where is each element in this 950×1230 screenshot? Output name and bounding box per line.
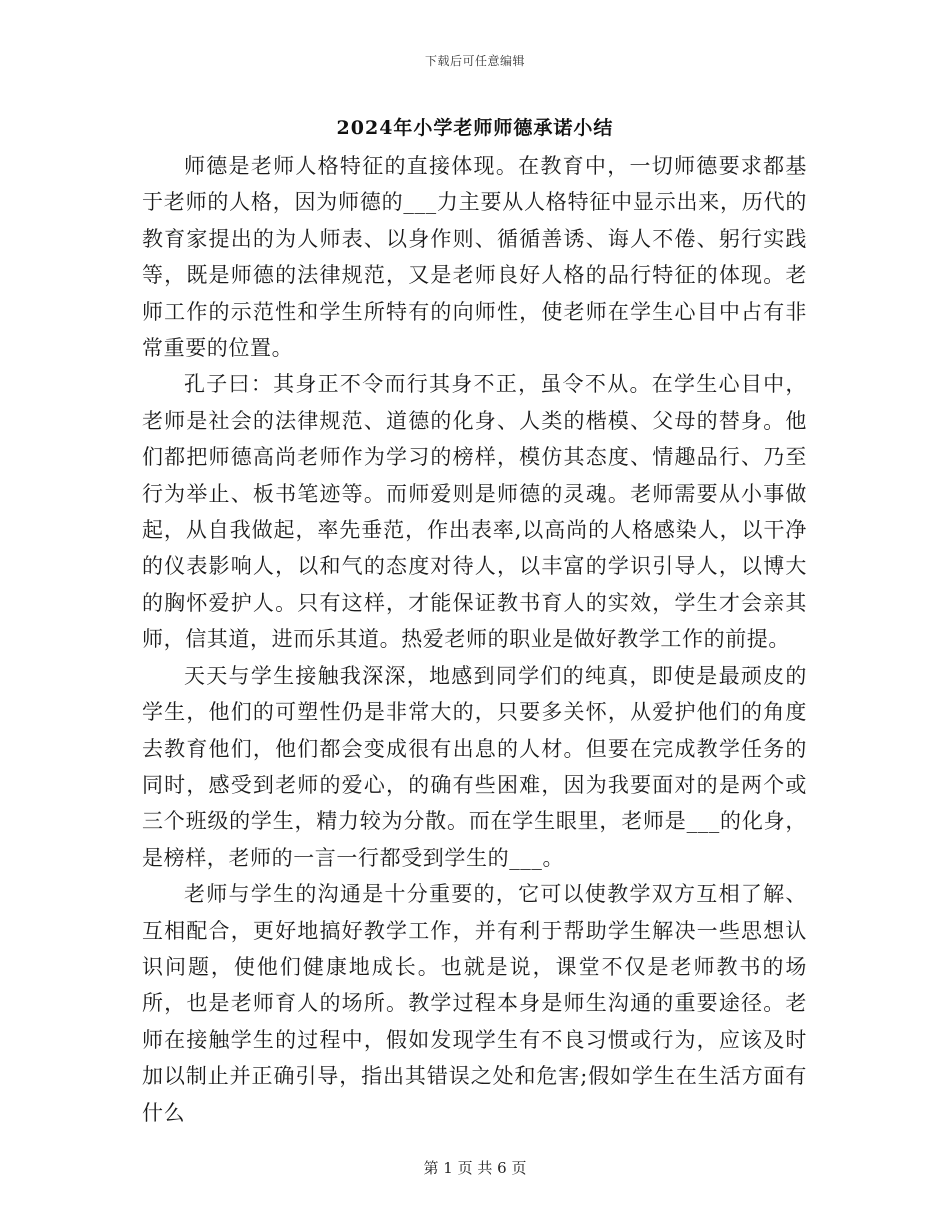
header-note: 下载后可任意编辑 (424, 54, 525, 68)
page-number: 第 1 页 共 6 页 (423, 1159, 527, 1177)
document-title: 2024年小学老师师德承诺小结 (336, 117, 614, 139)
paragraph-1: 师德是老师人格特征的直接体现。在教育中，一切师德要求都基于老师的人格，因为师德的___力主要从人格特征中显示出来，历代的教育家提出的为人师表、以身作则、循循善诱、诲人不倦、躬行实践等，既是师德的法律规范，又是老师良好人格的品行特征的体现。老师工作的示范性和学生所特有的向师性，使老师在学生心目中占有非常重要的位置。 (142, 154, 807, 361)
paragraph-4: 老师与学生的沟通是十分重要的，它可以使教学双方互相了解、互相配合，更好地搞好教学工作，并有利于帮助学生解决一些思想认识问题，使他们健康地成长。也就是说，课堂不仅是老师教书的场所，也是老师育人的场所。教学过程本身是师生沟通的重要途径。老师在接触学生的过程中，假如发现学生有不良习惯或行为，应该及时加以制止并正确引导，指出其错误之处和危害;假如学生在生活方面有什么 (142, 882, 807, 1125)
document-body (142, 148, 807, 1131)
paragraph-2: 孔子曰：其身正不令而行其身不正，虽令不从。在学生心目中，老师是社会的法律规范、道德的化身、人类的楷模、父母的替身。他们都把师德高尚老师作为学习的榜样，模仿其态度、情趣品行、乃至行为举止、板书笔迹等。而师爱则是师德的灵魂。老师需要从小事做起，从自我做起，率先垂范，作出表率,以高尚的人格感染人，以干净的仪表影响人，以和气的态度对待人，以丰富的学识引导人，以博大的胸怀爱护人。只有这样，才能保证教书育人的实效，学生才会亲其师，信其道，进而乐其道。热爱老师的职业是做好教学工作的前提。 (142, 372, 807, 652)
paragraph-3: 天天与学生接触我深深，地感到同学们的纯真，即使是最顽皮的学生，他们的可塑性仍是非常大的，只要多关怀，从爱护他们的角度去教育他们，他们都会变成很有出息的人材。但要在完成教学任务的同时，感受到老师的爱心，的确有些困难，因为我要面对的是两个或三个班级的学生，精力较为分散。而在学生眼里，老师是___的化身，是榜样，老师的一言一行都受到学生的___。 (142, 663, 807, 870)
